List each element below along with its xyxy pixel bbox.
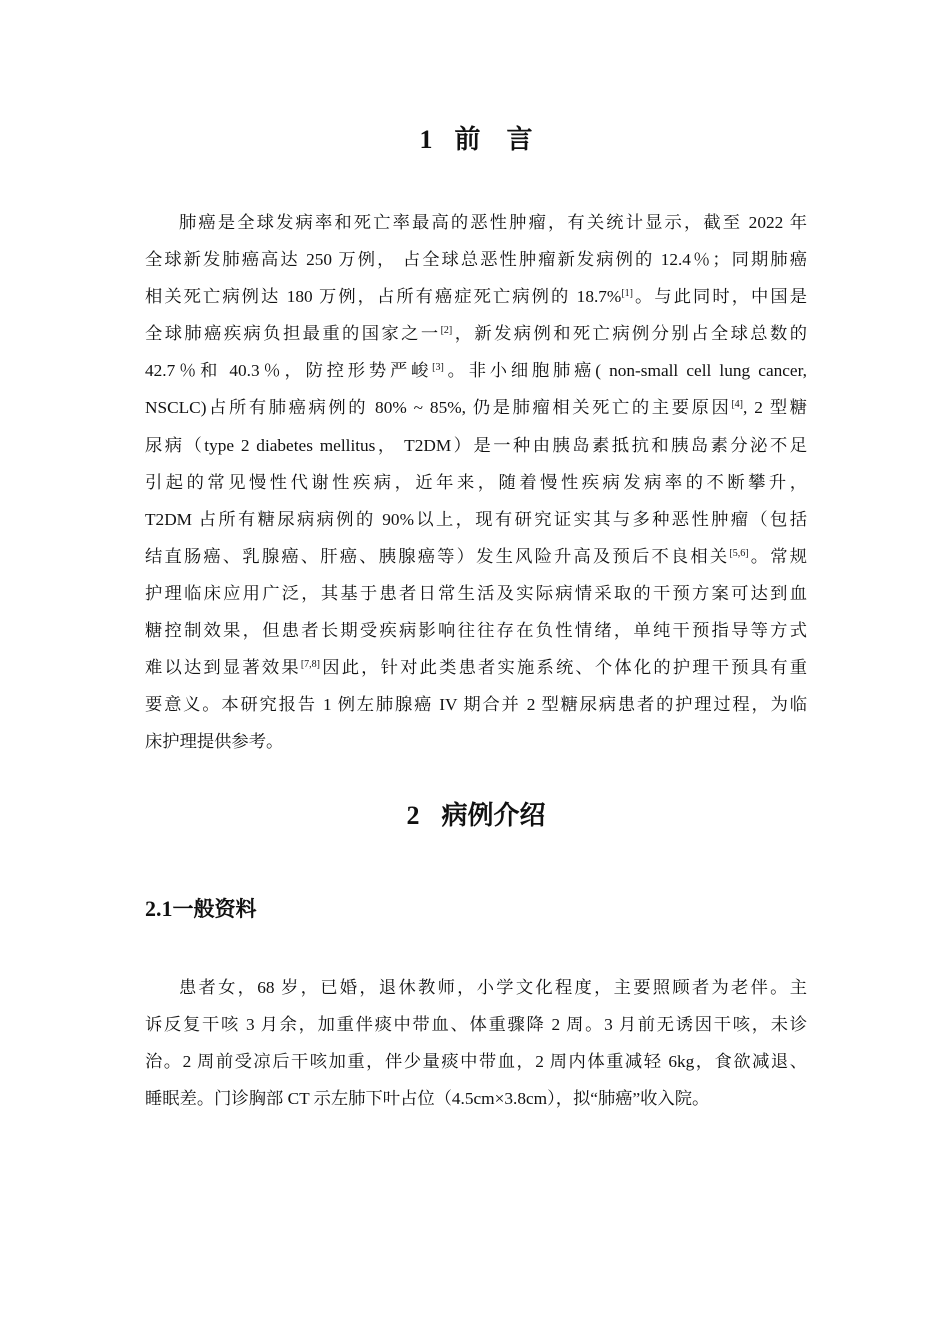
citation-ref: [2]: [440, 325, 453, 337]
intro-line: [145, 389, 807, 426]
citation-ref: [3]: [432, 362, 444, 374]
intro-line: [145, 538, 807, 575]
intro-text: ，新发病例和死亡病例分别占全球总数的: [452, 324, 807, 344]
chapter-1-title: [145, 124, 807, 156]
citation-ref: [7,8]: [300, 659, 321, 671]
case-line: 患者女，68 岁，已婚，退休教师，小学文化程度，主要照顾者为老伴。主: [179, 978, 807, 997]
citation-ref: [5,6]: [729, 547, 749, 559]
chapter-1-number: 1: [419, 125, 433, 154]
intro-text: 相关死亡病例达 180 万例，占所有癌症死亡病例的 18.7%: [145, 287, 622, 307]
intro-text: 。与此同时，中国是: [633, 287, 807, 307]
case-line: 睡眠差。门诊胸部 CT 示左肺下叶占位（4.5cm×3.8cm），拟“肺癌”收入院。: [145, 1089, 710, 1109]
intro-text: NSCLC)占所有肺癌病例的 80% ~ 85%, 仍是肺瘤相关死亡的主要原因: [145, 398, 732, 418]
intro-line: [145, 352, 807, 389]
chapter-1-text: 前言: [454, 125, 559, 155]
chapter-2-title: [145, 800, 807, 832]
intro-line: T2DM 占所有糖尿病病例的 90%以上，现有研究证实其与多种恶性肿瘤（包括: [145, 509, 807, 529]
intro-paragraph: [145, 204, 807, 760]
case-line: 治。2 周前受凉后干咳加重，伴少量痰中带血，2 周内体重减轻 6kg，食欲减退、: [145, 1052, 807, 1072]
intro-line: 尿病（type 2 diabetes mellitus， T2DM）是一种由胰岛素抵抗和胰岛素分泌不足: [145, 435, 807, 455]
intro-line: [145, 278, 807, 315]
citation-ref: [4]: [731, 399, 744, 411]
case-paragraph: [145, 969, 807, 1117]
section-text: 一般资料: [172, 897, 257, 921]
citation-ref: [1]: [621, 288, 633, 300]
case-line: 诉反复干咳 3 月余，加重伴痰中带血、体重骤降 2 周。3 月前无诱因干咳，未诊: [145, 1015, 807, 1035]
intro-line: 引起的常见慢性代谢性疾病，近年来，随着慢性疾病发病率的不断攀升，: [145, 472, 807, 492]
intro-text: 因此，针对此类患者实施系统、个体化的护理干预具有重: [320, 658, 807, 678]
intro-text: 结直肠癌、乳腺癌、肝癌、胰腺癌等）发生风险升高及预后不良相关: [145, 546, 730, 566]
chapter-2-text: 病例介绍: [441, 801, 546, 831]
intro-text: 。非小细胞肺癌( non-small cell lung cancer,: [443, 361, 807, 381]
intro-line: 护理临床应用广泛，其基于患者日常生活及实际病情采取的干预方案可达到血: [145, 583, 807, 603]
intro-line: [145, 315, 807, 352]
intro-text: , 2 型糖: [743, 398, 807, 418]
section-2-1-title: [145, 894, 257, 924]
intro-line: 要意义。本研究报告 1 例左肺腺癌 IV 期合并 2 型糖尿病患者的护理过程，为临: [145, 695, 807, 715]
intro-line: 糖控制效果，但患者长期受疾病影响往往存在负性情绪，单纯干预指导等方式: [145, 621, 807, 641]
intro-line: 床护理提供参考。: [145, 732, 284, 752]
intro-text: 。常规: [748, 546, 807, 566]
intro-text: 42.7％和 40.3％，防控形势严峻: [145, 361, 433, 381]
section-number: 2.1: [145, 896, 173, 921]
intro-text: 难以达到显著效果: [145, 658, 301, 678]
intro-line: 全球新发肺癌高达 250 万例， 占全球总恶性肿瘤新发病例的 12.4％；同期肺癌: [145, 250, 807, 270]
intro-text: 全球肺癌疾病负担最重的国家之一: [145, 324, 441, 344]
chapter-2-number: 2: [406, 801, 420, 830]
intro-line: 肺癌是全球发病率和死亡率最高的恶性肿瘤，有关统计显示，截至 2022 年: [179, 213, 807, 232]
intro-line: [145, 649, 807, 686]
